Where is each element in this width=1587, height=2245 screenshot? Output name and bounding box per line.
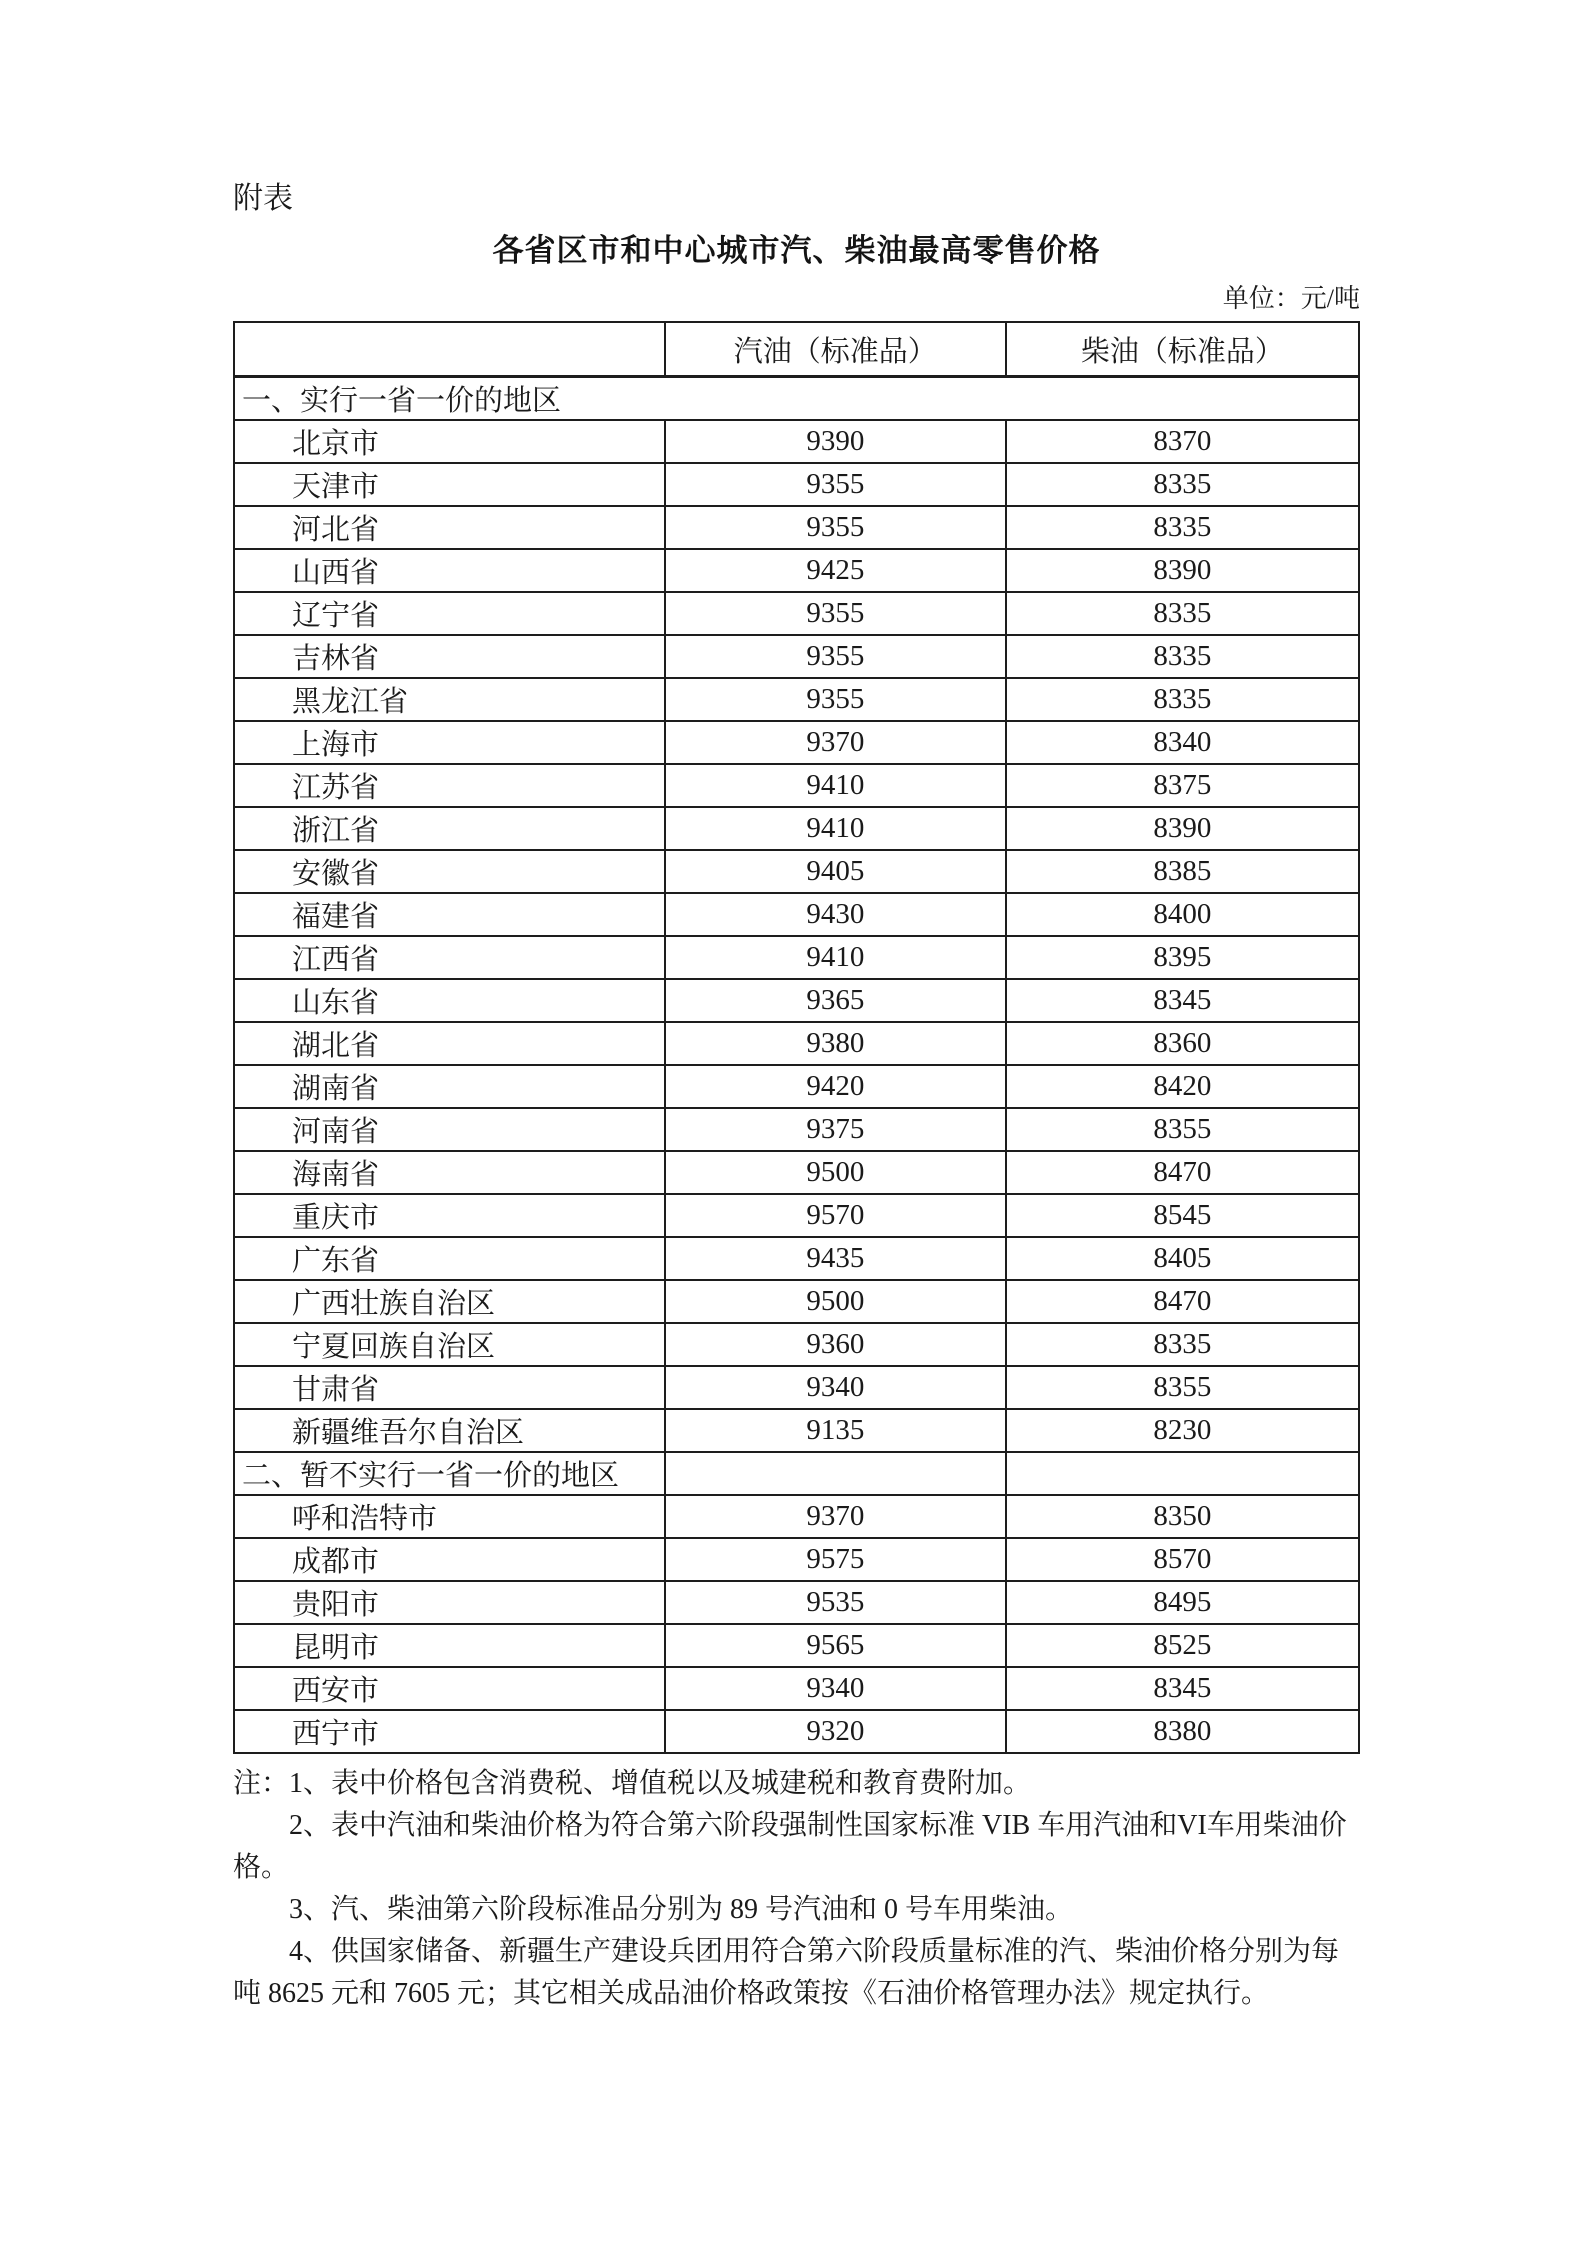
gasoline-price-cell: 9355: [665, 506, 1006, 549]
diesel-price-cell: 8335: [1006, 592, 1359, 635]
diesel-price-cell: 8335: [1006, 463, 1359, 506]
region-name-cell: 西宁市: [234, 1710, 665, 1753]
price-row: [234, 893, 1359, 936]
diesel-column-header: 柴油（标准品）: [1006, 322, 1359, 377]
diesel-price-cell: 8340: [1006, 721, 1359, 764]
gasoline-price-cell: 9575: [665, 1538, 1006, 1581]
region-name-cell: 河北省: [234, 506, 665, 549]
gasoline-price-cell: 9565: [665, 1624, 1006, 1667]
diesel-price-cell: 8355: [1006, 1108, 1359, 1151]
price-row: [234, 635, 1359, 678]
price-row: [234, 979, 1359, 1022]
price-row: [234, 1495, 1359, 1538]
note-2: 2、表中汽油和柴油价格为符合第六阶段强制性国家标准 VIB 车用汽油和VI车用柴油价格。: [233, 1810, 1347, 1883]
price-row: [234, 1280, 1359, 1323]
gasoline-price-cell: 9390: [665, 420, 1006, 463]
gasoline-price-cell: 9135: [665, 1409, 1006, 1452]
region-column-header: [234, 322, 665, 377]
diesel-price-cell: 8395: [1006, 936, 1359, 979]
region-name-cell: 山西省: [234, 549, 665, 592]
region-name-cell: 辽宁省: [234, 592, 665, 635]
diesel-price-cell: 8360: [1006, 1022, 1359, 1065]
diesel-price-cell: 8230: [1006, 1409, 1359, 1452]
diesel-price-cell: 8370: [1006, 420, 1359, 463]
diesel-price-cell: 8570: [1006, 1538, 1359, 1581]
unit-label: 单位：元/吨: [1222, 284, 1360, 313]
region-name-cell: 海南省: [234, 1151, 665, 1194]
gasoline-column-header: 汽油（标准品）: [665, 322, 1006, 377]
region-name-cell: 吉林省: [234, 635, 665, 678]
gasoline-price-cell: 9410: [665, 764, 1006, 807]
region-name-cell: 安徽省: [234, 850, 665, 893]
gasoline-price-cell: 9370: [665, 1495, 1006, 1538]
price-row: [234, 850, 1359, 893]
region-name-cell: 河南省: [234, 1108, 665, 1151]
diesel-price-cell: 8525: [1006, 1624, 1359, 1667]
price-row: [234, 807, 1359, 850]
price-table-body: [234, 377, 1359, 1754]
section-header-row: [234, 1452, 1359, 1495]
price-row: [234, 1022, 1359, 1065]
section-label: 一、实行一省一价的地区: [234, 377, 1359, 421]
gasoline-price-cell: 9410: [665, 807, 1006, 850]
diesel-price-cell: 8390: [1006, 807, 1359, 850]
price-row: [234, 463, 1359, 506]
gasoline-price-cell: 9500: [665, 1151, 1006, 1194]
diesel-price-cell: 8350: [1006, 1495, 1359, 1538]
gasoline-price-cell: 9410: [665, 936, 1006, 979]
price-row: [234, 1538, 1359, 1581]
gasoline-price-cell: 9355: [665, 592, 1006, 635]
region-name-cell: 江苏省: [234, 764, 665, 807]
price-row: [234, 936, 1359, 979]
gasoline-price-cell: 9360: [665, 1323, 1006, 1366]
gasoline-price-cell: 9535: [665, 1581, 1006, 1624]
price-row: [234, 721, 1359, 764]
region-name-cell: 呼和浩特市: [234, 1495, 665, 1538]
region-name-cell: 江西省: [234, 936, 665, 979]
region-name-cell: 新疆维吾尔自治区: [234, 1409, 665, 1452]
price-row: [234, 1108, 1359, 1151]
section-label: 二、暂不实行一省一价的地区: [234, 1452, 665, 1495]
diesel-price-cell: 8400: [1006, 893, 1359, 936]
region-name-cell: 宁夏回族自治区: [234, 1323, 665, 1366]
region-name-cell: 广东省: [234, 1237, 665, 1280]
gasoline-price-cell: 9365: [665, 979, 1006, 1022]
price-row: [234, 1667, 1359, 1710]
diesel-price-cell: 8345: [1006, 1667, 1359, 1710]
attachment-label: 附表: [233, 182, 293, 215]
price-row: [234, 1366, 1359, 1409]
region-name-cell: 甘肃省: [234, 1366, 665, 1409]
gasoline-price-cell: 9355: [665, 463, 1006, 506]
gasoline-price-cell: 9375: [665, 1108, 1006, 1151]
empty-cell: [665, 1452, 1006, 1495]
diesel-price-cell: 8335: [1006, 506, 1359, 549]
price-row: [234, 1710, 1359, 1753]
diesel-price-cell: 8345: [1006, 979, 1359, 1022]
region-name-cell: 上海市: [234, 721, 665, 764]
gasoline-price-cell: 9430: [665, 893, 1006, 936]
price-row: [234, 549, 1359, 592]
gasoline-price-cell: 9380: [665, 1022, 1006, 1065]
diesel-price-cell: 8405: [1006, 1237, 1359, 1280]
price-table: [233, 321, 1360, 1754]
region-name-cell: 贵阳市: [234, 1581, 665, 1624]
gasoline-price-cell: 9355: [665, 635, 1006, 678]
region-name-cell: 浙江省: [234, 807, 665, 850]
notes-section: [233, 1763, 1360, 2015]
region-name-cell: 成都市: [234, 1538, 665, 1581]
diesel-price-cell: 8335: [1006, 635, 1359, 678]
region-name-cell: 天津市: [234, 463, 665, 506]
price-row: [234, 1237, 1359, 1280]
region-name-cell: 福建省: [234, 893, 665, 936]
gasoline-price-cell: 9500: [665, 1280, 1006, 1323]
region-name-cell: 湖北省: [234, 1022, 665, 1065]
price-row: [234, 1194, 1359, 1237]
price-row: [234, 420, 1359, 463]
diesel-price-cell: 8335: [1006, 678, 1359, 721]
diesel-price-cell: 8470: [1006, 1151, 1359, 1194]
note-1: 注：1、表中价格包含消费税、增值税以及城建税和教育费附加。: [233, 1768, 1032, 1799]
gasoline-price-cell: 9340: [665, 1366, 1006, 1409]
gasoline-price-cell: 9355: [665, 678, 1006, 721]
header-row: [234, 322, 1359, 377]
diesel-price-cell: 8385: [1006, 850, 1359, 893]
document-content: [233, 182, 1360, 2015]
region-name-cell: 广西壮族自治区: [234, 1280, 665, 1323]
page-title: 各省区市和中心城市汽、柴油最高零售价格: [492, 233, 1101, 268]
gasoline-price-cell: 9340: [665, 1667, 1006, 1710]
gasoline-price-cell: 9435: [665, 1237, 1006, 1280]
price-row: [234, 506, 1359, 549]
region-name-cell: 黑龙江省: [234, 678, 665, 721]
gasoline-price-cell: 9320: [665, 1710, 1006, 1753]
price-row: [234, 1065, 1359, 1108]
gasoline-price-cell: 9420: [665, 1065, 1006, 1108]
note-4: 4、供国家储备、新疆生产建设兵团用符合第六阶段质量标准的汽、柴油价格分别为每吨 8625 元和 7605 元；其它相关成品油价格政策按《石油价格管理办法》规定执行。: [233, 1936, 1340, 2009]
price-row: [234, 1151, 1359, 1194]
diesel-price-cell: 8375: [1006, 764, 1359, 807]
price-row: [234, 1624, 1359, 1667]
region-name-cell: 昆明市: [234, 1624, 665, 1667]
gasoline-price-cell: 9405: [665, 850, 1006, 893]
region-name-cell: 湖南省: [234, 1065, 665, 1108]
diesel-price-cell: 8335: [1006, 1323, 1359, 1366]
note-3: 3、汽、柴油第六阶段标准品分别为 89 号汽油和 0 号车用柴油。: [289, 1894, 1074, 1925]
price-row: [234, 592, 1359, 635]
gasoline-price-cell: 9570: [665, 1194, 1006, 1237]
gasoline-price-cell: 9425: [665, 549, 1006, 592]
gasoline-price-cell: 9370: [665, 721, 1006, 764]
diesel-price-cell: 8495: [1006, 1581, 1359, 1624]
price-row: [234, 1409, 1359, 1452]
diesel-price-cell: 8390: [1006, 549, 1359, 592]
section-header-row: [234, 377, 1359, 421]
diesel-price-cell: 8545: [1006, 1194, 1359, 1237]
diesel-price-cell: 8355: [1006, 1366, 1359, 1409]
diesel-price-cell: 8470: [1006, 1280, 1359, 1323]
diesel-price-cell: 8380: [1006, 1710, 1359, 1753]
price-row: [234, 764, 1359, 807]
region-name-cell: 山东省: [234, 979, 665, 1022]
empty-cell: [1006, 1452, 1359, 1495]
price-row: [234, 1323, 1359, 1366]
price-row: [234, 1581, 1359, 1624]
region-name-cell: 北京市: [234, 420, 665, 463]
price-table-header: [234, 322, 1359, 377]
region-name-cell: 重庆市: [234, 1194, 665, 1237]
price-row: [234, 678, 1359, 721]
region-name-cell: 西安市: [234, 1667, 665, 1710]
diesel-price-cell: 8420: [1006, 1065, 1359, 1108]
